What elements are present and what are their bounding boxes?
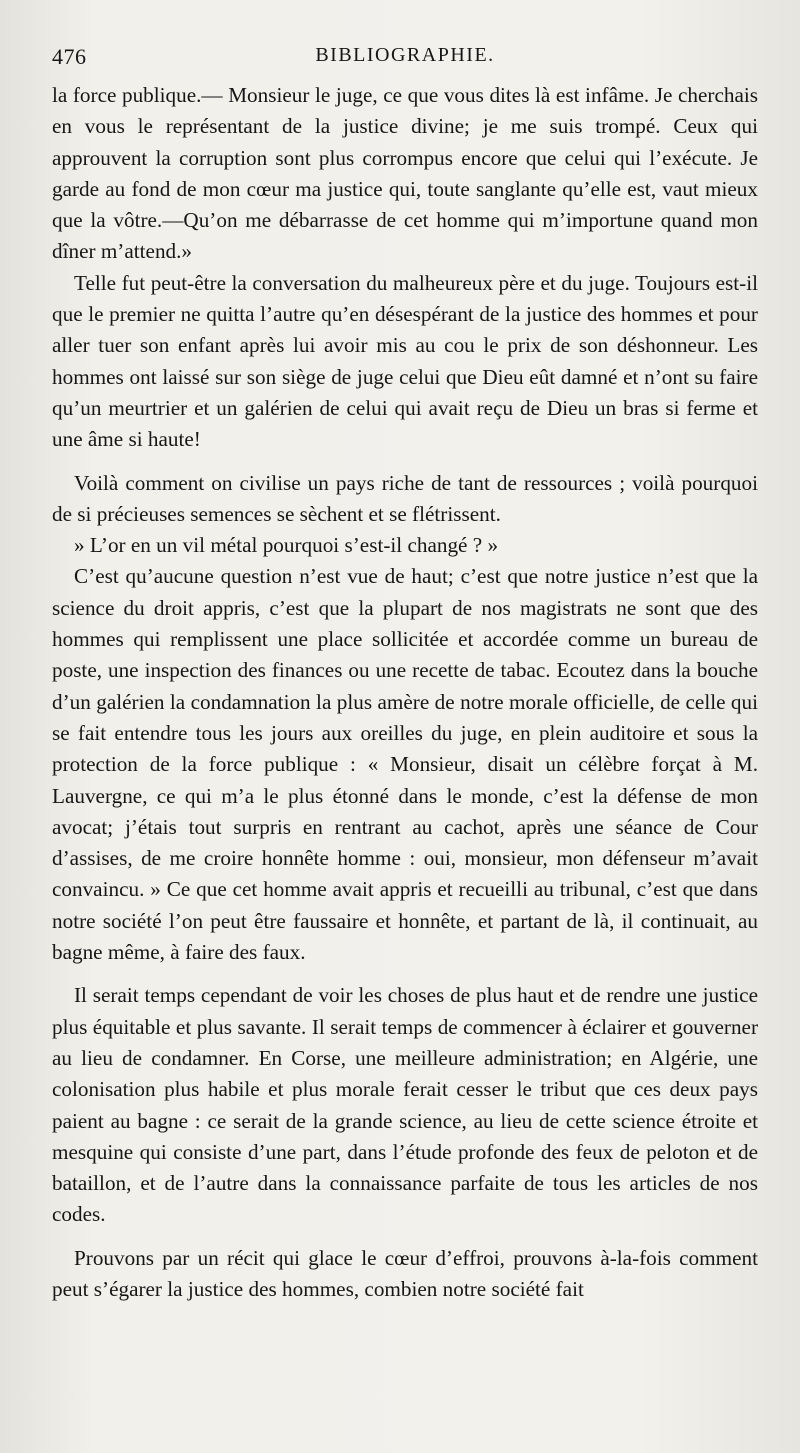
paragraph-4: » L’or en un vil métal pourquoi s’est-il changé ? » xyxy=(74,533,499,558)
paragraph-3: Voilà comment on civilise un pays riche de tant de ressources ; voilà pourquoi de si précieuses semences se sèchent et se flétrissent. xyxy=(52,470,758,526)
paragraph-1: la force publique.— Monsieur le juge, ce que vous dites là est infâme. Je cherchais en vous le représentant de la justice divine; je me suis trompé. Ceux qui approuvent la corruption sont plus corrompus encore que celui qui l’exécute. Je garde au fond de mon cœur ma justice qui, toute sanglante qu’elle est, vaut mieux que la vôtre.—Qu’on me débarrasse de cet homme qui m’importune quand mon dîner m’attend.» xyxy=(52,83,758,264)
paragraph-6: Il serait temps cependant de voir les choses de plus haut et de rendre une justice plus équitable et plus savante. Il serait temps de commencer à éclairer et gouverner au lieu de condamner. En Corse, une meilleure administration; en Algérie, une colonisation plus habile et plus morale ferait cesser le tribut que ces deux pays paient au bagne : ce serait de la grande science, au lieu de cette science étroite et mesquine qui consiste d’une part, dans l’étude profonde des feux de peloton et de bataillon, et de l’autre dans la connaissance parfaite de tous les articles de nos codes. xyxy=(52,983,758,1227)
paragraph-2: Telle fut peut-être la conversation du malheureux père et du juge. Toujours est-il que le premier ne quitta l’autre qu’en désespérant de la justice des hommes et pour aller tuer son enfant après lui avoir mis au cou le prix de son déshonneur. Les hommes ont laissé sur son siège de juge celui que Dieu eût damné et n’ont su faire qu’un meurtrier et un galérien de celui qui avait reçu de Dieu un bras si ferme et une âme si haute! xyxy=(52,270,758,452)
paragraph-5: C’est qu’aucune question n’est vue de haut; c’est que notre justice n’est que la science du droit appris, c’est que la plupart de nos magistrats ne sont que des hommes qui remplissent une place sollicitée et accordée comme un bureau de poste, une inspection des finances ou une recette de tabac. Ecoutez dans la bouche d’un galérien la condamnation la plus amère de notre morale officielle, de celle qui se fait entendre tous les jours aux oreilles du juge, en plein auditoire et sous la protection de la force publique : « Monsieur, disait un célèbre forçat à M. Lauvergne, ce qui m’a le plus étonné dans le monde, c’est la défense de mon avocat; j’étais tout surpris en rentrant au cachot, après une séance de Cour d’assises, de me croire honnête homme : oui, monsieur, mon défenseur m’avait convaincu. » Ce que cet homme avait appris et recueilli au tribunal, c’est que dans notre société l’on peut être faussaire et honnête, et partant de là, il continuait, au bagne même, à faire des faux. xyxy=(52,564,758,965)
running-title: BIBLIOGRAPHIE. xyxy=(315,44,495,66)
body-text xyxy=(52,80,758,1305)
paragraph-7: Prouvons par un récit qui glace le cœur d’effroi, prouvons à-la-fois comment peut s’égarer la justice des hommes, combien notre société fait xyxy=(52,1245,758,1301)
page-header xyxy=(52,40,758,80)
page-number: 476 xyxy=(52,44,87,69)
